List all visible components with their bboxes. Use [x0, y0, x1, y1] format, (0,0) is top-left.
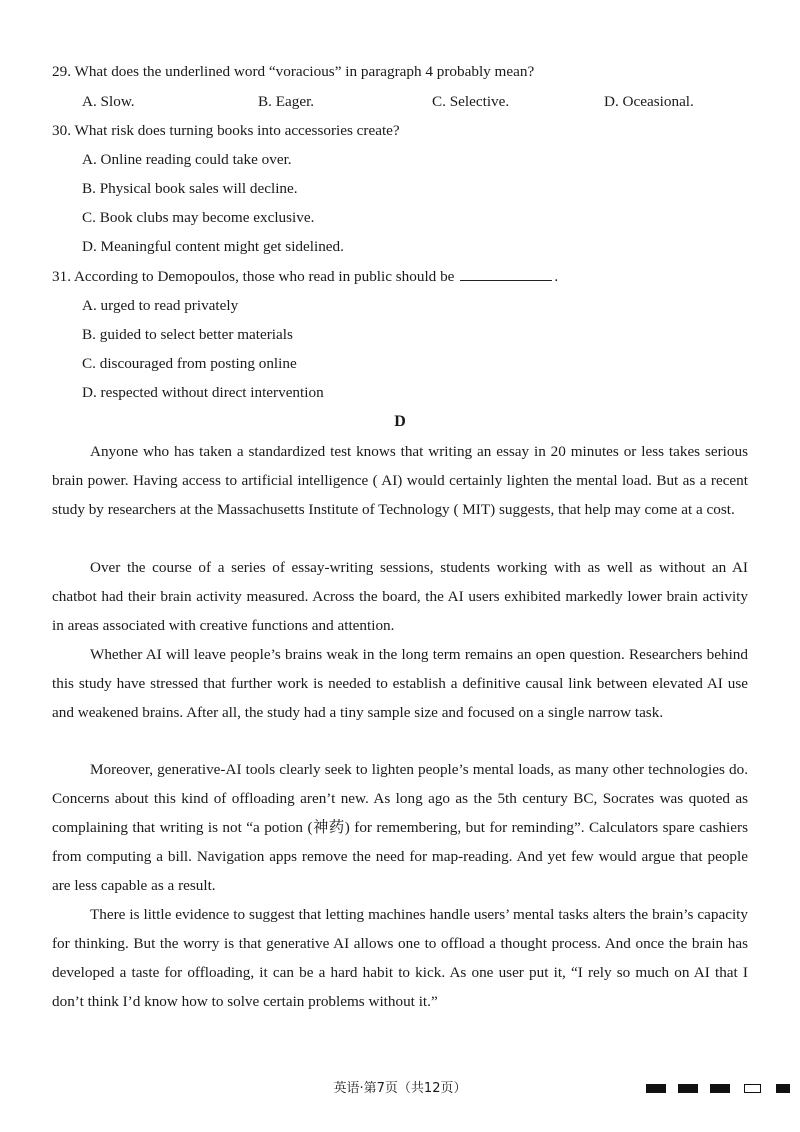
q29-option-c: C. Selective. — [432, 93, 510, 110]
q30-option-a: A. Online reading could take over. — [82, 151, 292, 168]
passage-paragraph-5: There is little evidence to suggest that letting machines handle users’ mental tasks alters the brain’s capacity for thinking. But the worry is that generative AI allows one to offload a thought process. And once the brain has developed a taste for offloading, it can be a hard habit to kick. As one user put it, “I rely so much on AI that I don’t think I’d know how to solve certain problems without it.” — [52, 906, 748, 1010]
question-30-stem: 30. What risk does turning books into accessories create? — [52, 122, 400, 139]
question-29-stem: 29. What does the underlined word “voracious” in paragraph 4 probably mean? — [52, 63, 535, 80]
open-mark — [744, 1084, 761, 1093]
filled-mark-3 — [710, 1084, 730, 1093]
q29-option-b: B. Eager. — [258, 93, 315, 110]
filled-mark-4 — [776, 1084, 790, 1093]
q29-option-a: A. Slow. — [82, 93, 135, 110]
passage-paragraph-1: Anyone who has taken a standardized test knows that writing an essay in 20 minutes or less takes serious brain power. Having access to artificial intelligence ( AI) would certainly lighten the mental load. But as a recent study by researchers at the Massachusetts Institute of Technology ( MIT) suggests, that help may come at a cost. — [52, 443, 748, 518]
q30-option-d: D. Meaningful content might get sidelined. — [82, 238, 344, 255]
q29-option-d: D. Oceasional. — [604, 93, 694, 110]
q31-option-c: C. discouraged from posting online — [82, 355, 297, 372]
question-31-stem — [52, 266, 558, 287]
filled-mark-2 — [678, 1084, 698, 1093]
q31-option-b: B. guided to select better materials — [82, 326, 293, 343]
q30-option-c: C. Book clubs may become exclusive. — [82, 209, 315, 226]
page-footer: 英语·第7页（共12页） — [333, 1081, 467, 1096]
section-heading: D — [394, 413, 406, 430]
q31-stem-end: . — [554, 268, 559, 285]
question-29-options — [82, 92, 742, 112]
q31-stem-text: 31. According to Demopoulos, those who read in public should be — [52, 268, 455, 285]
filled-mark-1 — [646, 1084, 666, 1093]
q31-option-d: D. respected without direct intervention — [82, 384, 324, 401]
q31-option-a: A. urged to read privately — [82, 297, 239, 314]
passage-paragraph-4: Moreover, generative-AI tools clearly seek to lighten people’s mental loads, as many other technologies do. Concerns about this kind of offloading aren’t new. As long ago as the 5th century BC, Socrates was quoted as complaining that writing is not “a potion (神药) for remembering, but for reminding”. Calculators spare cashiers from computing a bill. Navigation apps remove the need for map-reading. And yet few would argue that people are less capable as a result. — [52, 761, 748, 894]
passage-paragraph-2: Over the course of a series of essay-writing sessions, students working with as well as without an AI chatbot had their brain activity measured. Across the board, the AI users exhibited markedly lower brain activity in areas associated with creative functions and attention. — [52, 559, 748, 634]
answer-blank — [460, 266, 552, 281]
passage-paragraph-3: Whether AI will leave people’s brains weak in the long term remains an open question. Researchers behind this study have stressed that further work is needed to establish a definitive causal link between elevated AI use and weakened brains. After all, the study had a tiny sample size and focused on a single narrow task. — [52, 646, 748, 721]
q30-option-b: B. Physical book sales will decline. — [82, 180, 298, 197]
